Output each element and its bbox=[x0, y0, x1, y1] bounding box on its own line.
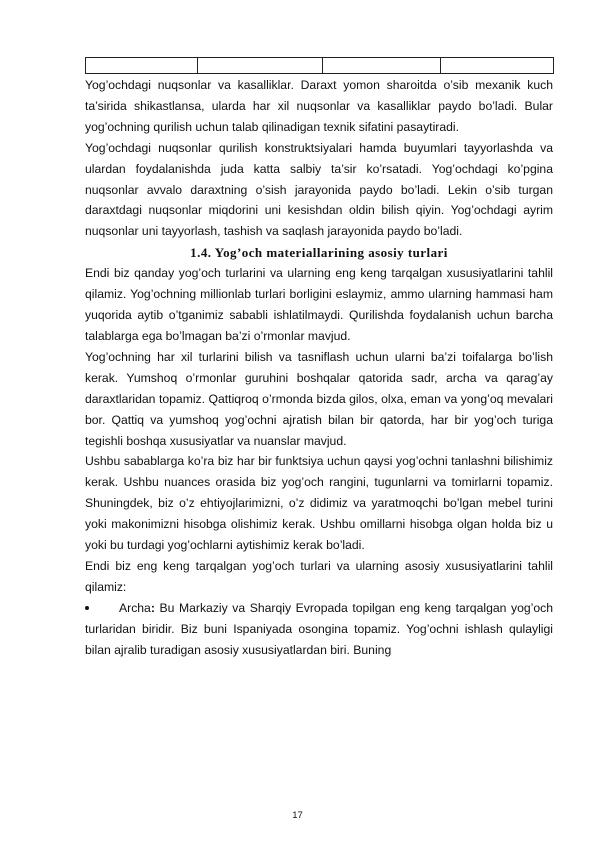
page-content bbox=[85, 57, 553, 660]
table-cell bbox=[86, 58, 198, 74]
paragraph-defects-detail: Yog’ochdagi nuqsonlar qurilish konstruktsiyalari hamda buyumlari tayyorlashda va ulardan foydalanishda juda katta salbiy ta’sir ko’rsatadi. Yog’ochdagi ko’pgina nuqsonlar avvalo daraxtning o’sish jarayonida paydo bo’ladi. Lekin o’sib turgan daraxtdagi nuqsonlar miqdorini uni kesishdan oldin bilish qiyin. Yog’ochdagi ayrim nuqsonlar uni tayyorlash, tashish va saqlash jarayonida paydo bo’ladi. bbox=[85, 140, 553, 239]
paragraph-defects-intro: Yog’ochdagi nuqsonlar va kasalliklar. Daraxt yomon sharoitda o’sib mexanik kuch ta’sirida shikastlansa, ularda har xil nuqsonlar va kasalliklar paydo bo’ladi. Bular yog’ochning qurilish uchun talab qilinadigan texnik sifatini pasaytiradi. bbox=[85, 78, 553, 134]
bullet-term: Archa bbox=[119, 600, 151, 615]
page-number: 17 bbox=[292, 810, 303, 821]
bullet-item-archa bbox=[85, 598, 553, 661]
table-cell bbox=[198, 58, 323, 74]
bullet-colon: : bbox=[150, 600, 155, 615]
table-cell bbox=[323, 58, 441, 74]
paragraph-classification: Yog’ochning har xil turlarini bilish va tasniflash uchun ularni ba’zi toifalarga bo’lish kerak. Yumshoq o’rmonlar guruhini boshqalar qatorida sadr, archa va qarag’ay daraxtlaridan topamiz. Qattiqroq o’rmonda bizda gilos, olxa, eman va yong’oq mevalari bor. Qattiq va yumshoq yog’ochni ajratish bilan bir qatorda, har bir yog’och turiga tegishli boshqa xususiyatlar va nuanslar mavjud. bbox=[85, 349, 553, 448]
table-cell bbox=[441, 58, 554, 74]
bullet-icon bbox=[85, 606, 89, 610]
paragraph-analysis-lead: Endi biz eng keng tarqalgan yog’och turlari va ularning asosiy xususiyatlarini tahlil qilamiz: bbox=[85, 558, 553, 594]
paragraph-wood-types-intro: Endi biz qanday yog’och turlarini va ularning eng keng tarqalgan xususiyatlarini tahlil qilamiz. Yog’ochning millionlab turlari borligini eslaymiz, ammo ularning hammasi ham yuqorida aytib o’tganimiz sababli ishlatilmaydi. Qurilishda foydalanish uchun barcha talablarga ega bo’lmagan ba’zi o’rmonlar mavjud. bbox=[85, 266, 553, 343]
paragraph-choosing-wood: Ushbu sabablarga ko’ra biz har bir funktsiya uchun qaysi yog’ochni tanlashni bilishimiz kerak. Ushbu nuances orasida biz yog’och rangini, tugunlarni va tomirlarni topamiz. Shuningdek, biz o’z ehtiyojlarimizni, o’z didimiz va yaratmoqchi bo’lgan mebel turini yoki makonimizni hisobga olishimiz kerak. Ushbu omillarni hisobga olgan holda biz u yoki bu turdagi yog’ochlarni aytishimiz kerak bo’ladi. bbox=[85, 454, 553, 553]
table-row bbox=[86, 58, 554, 74]
bullet-text: Bu Markaziy va Sharqiy Evropada topilgan eng keng tarqalgan yog’och turlaridan biridir. Biz buni Ispaniyada osongina topamiz. Yog’ochni ishlash qulayligi bilan ajralib turadigan asosiy xususiyatlardan biri. Buning bbox=[85, 600, 553, 657]
section-heading: 1.4. Yog’och materiallarining asosiy turlari bbox=[190, 245, 448, 261]
list-item bbox=[85, 598, 553, 661]
empty-table-row bbox=[85, 57, 554, 74]
